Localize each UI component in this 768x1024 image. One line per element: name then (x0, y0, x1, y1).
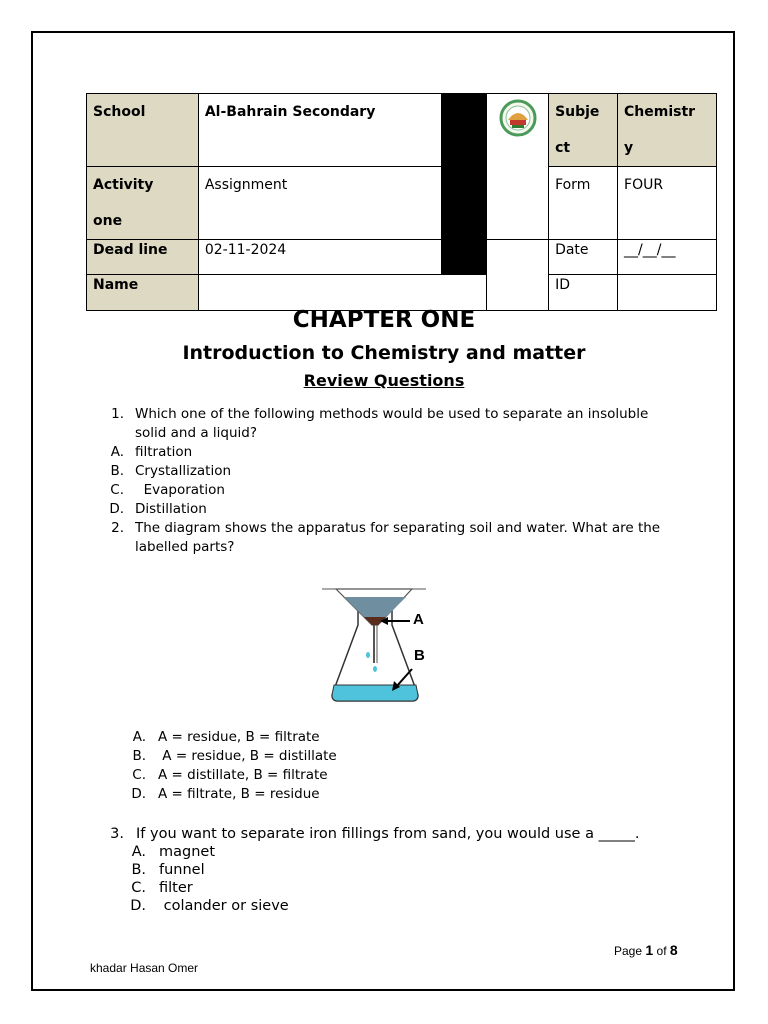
q1-options (100, 443, 231, 519)
question-number: 2. (111, 520, 124, 536)
option-b[interactable]: B. Crystallization (110, 463, 232, 479)
option-a[interactable]: A. filtration (110, 444, 193, 460)
q3-options (122, 843, 289, 915)
activity-label: Activity one (87, 167, 199, 240)
school-label: School (87, 94, 199, 167)
option-d[interactable]: D. colander or sieve (130, 898, 289, 914)
author-name: khadar Hasan Omer (90, 961, 199, 975)
chapter-title: CHAPTER ONE (292, 307, 476, 333)
option-a[interactable]: A. A = residue, B = filtrate (132, 729, 320, 745)
deadline-label: Dead line (87, 240, 199, 275)
option-c[interactable]: C. Evaporation (110, 482, 225, 498)
option-c[interactable]: C. A = distillate, B = filtrate (132, 767, 328, 783)
deadline-value: 02-11-2024 (198, 240, 441, 275)
name-label: Name (87, 275, 199, 311)
section-heading: Review Questions (303, 371, 465, 390)
diagram-label-a: A (413, 611, 424, 628)
question-number: 1. (111, 406, 124, 422)
question-text: Which one of the following methods would be used to separate an insoluble solid and a liquid? (135, 406, 649, 441)
form-value: FOUR (618, 167, 717, 240)
date-value: __/__/__ (618, 240, 717, 275)
header-table (86, 93, 717, 311)
school-value: Al-Bahrain Secondary (198, 94, 441, 167)
form-label: Form (549, 167, 618, 240)
page-number: Page 1 of 8 (614, 942, 678, 958)
option-b[interactable]: B. funnel (131, 862, 205, 878)
diagram-label-b: B (414, 647, 425, 664)
chapter-subtitle: Introduction to Chemistry and matter (182, 342, 586, 364)
question-3 (100, 825, 720, 843)
school-logo (487, 94, 549, 240)
question-2 (100, 519, 700, 557)
option-a[interactable]: A. magnet (131, 844, 216, 860)
option-d[interactable]: D. Distillation (109, 501, 207, 517)
subject-value: Chemistr y (618, 94, 717, 167)
id-field[interactable] (618, 275, 717, 311)
school-seal-icon (498, 96, 538, 140)
id-label: ID (549, 275, 618, 311)
filtration-apparatus-diagram (320, 585, 440, 705)
date-label: Date (549, 240, 618, 275)
question-number: 3. (110, 826, 124, 842)
option-c[interactable]: C. filter (131, 880, 193, 896)
question-text: If you want to separate iron fillings from sand, you would use a _____. (136, 826, 640, 842)
option-b[interactable]: B. A = residue, B = distillate (132, 748, 337, 764)
activity-value: Assignment (198, 167, 441, 240)
name-field[interactable] (198, 275, 486, 311)
q2-options (122, 728, 337, 804)
subject-label: Subje ct (549, 94, 618, 167)
logo-below-cell (487, 240, 549, 311)
question-1 (100, 405, 700, 443)
black-bar (442, 94, 487, 275)
question-text: The diagram shows the apparatus for separating soil and water. What are the labelled parts? (135, 520, 661, 555)
option-d[interactable]: D. A = filtrate, B = residue (131, 786, 320, 802)
